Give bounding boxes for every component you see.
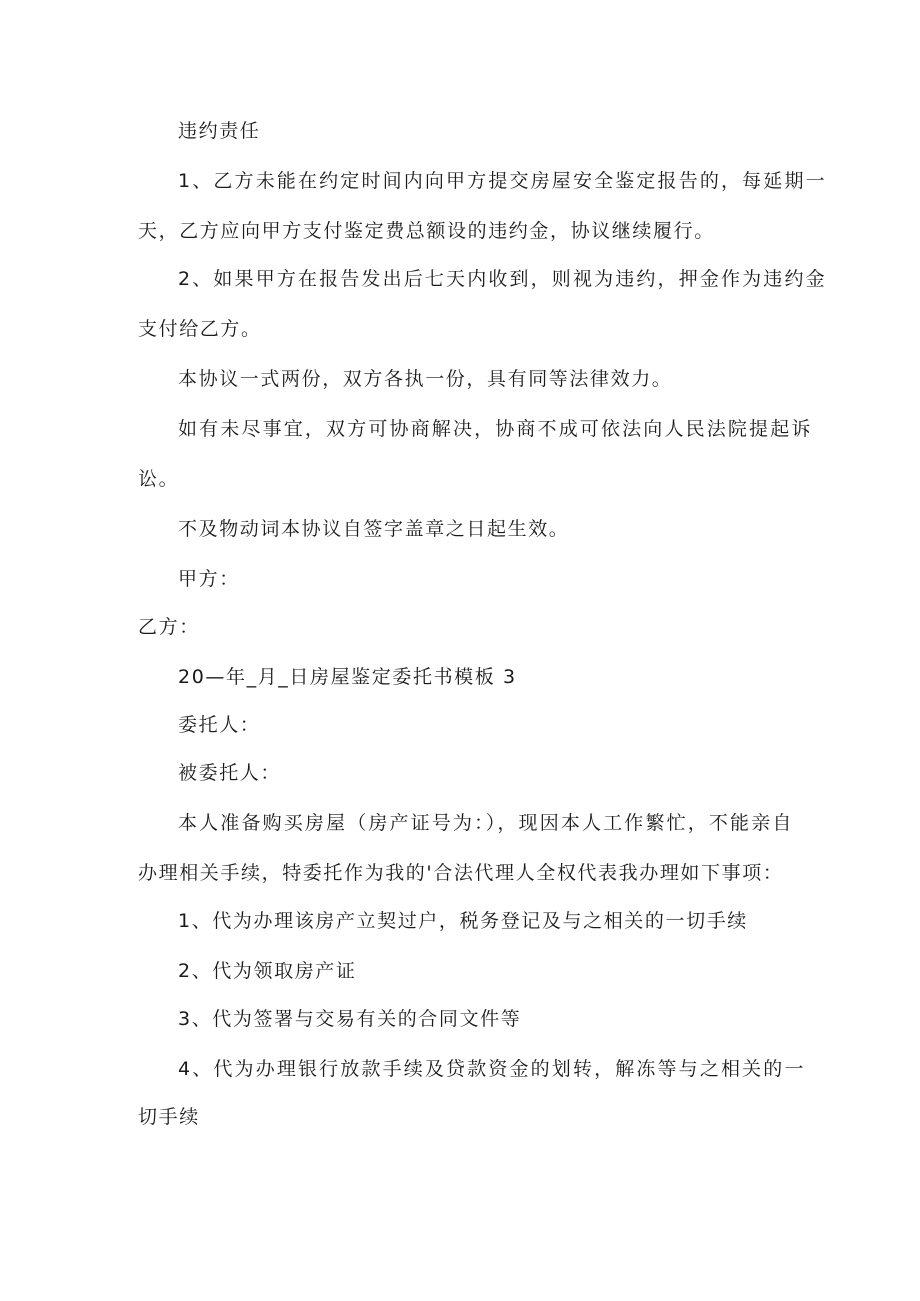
party-a-signature-label: 甲方： [178,568,240,590]
list-item-4-line-1: 4、代为办理银行放款手续及贷款资金的划转，解冻等与之相关的一 [178,1058,806,1080]
party-b-signature-label: 乙方： [138,616,200,638]
clause-1-line-1: 1、乙方未能在约定时间内向甲方提交房屋安全鉴定报告的，每延期一 [178,170,827,192]
principal-label: 委托人： [178,714,261,736]
list-item-1: 1、代为办理该房产立契过户，税务登记及与之相关的一切手续 [178,910,748,932]
clause-1-line-2: 天，乙方应向甲方支付鉴定费总额设的违约金，协议继续履行。 [138,220,715,242]
dispute-line-2: 讼。 [138,468,180,490]
list-item-2: 2、代为领取房产证 [178,960,357,982]
clause-2-line-2: 支付给乙方。 [138,318,262,340]
section-title: 违约责任 [178,120,261,142]
list-item-4-line-2: 切手续 [138,1106,200,1128]
intro-line-2: 办理相关手续，特委托作为我的'合法代理人全权代表我办理如下事项： [138,862,784,884]
copies-statement: 本协议一式两份，双方各执一份，具有同等法律效力。 [178,368,673,390]
clause-2-line-1: 2、如果甲方在报告发出后七天内收到，则视为违约，押金作为违约金 [178,268,827,290]
dispute-line-1: 如有未尽事宜，双方可协商解决，协商不成可依法向人民法院提起诉 [178,418,813,440]
date-and-template-heading: 20—年_月_日房屋鉴定委托书模板 3 [178,666,517,688]
agent-label: 被委托人： [178,762,282,784]
list-item-3: 3、代为签署与交易有关的合同文件等 [178,1008,522,1030]
intro-line-1: 本人准备购买房屋（房产证号为：），现因本人工作繁忙，不能亲自 [178,812,794,834]
effective-statement: 不及物动词本协议自签字盖章之日起生效。 [178,518,570,540]
